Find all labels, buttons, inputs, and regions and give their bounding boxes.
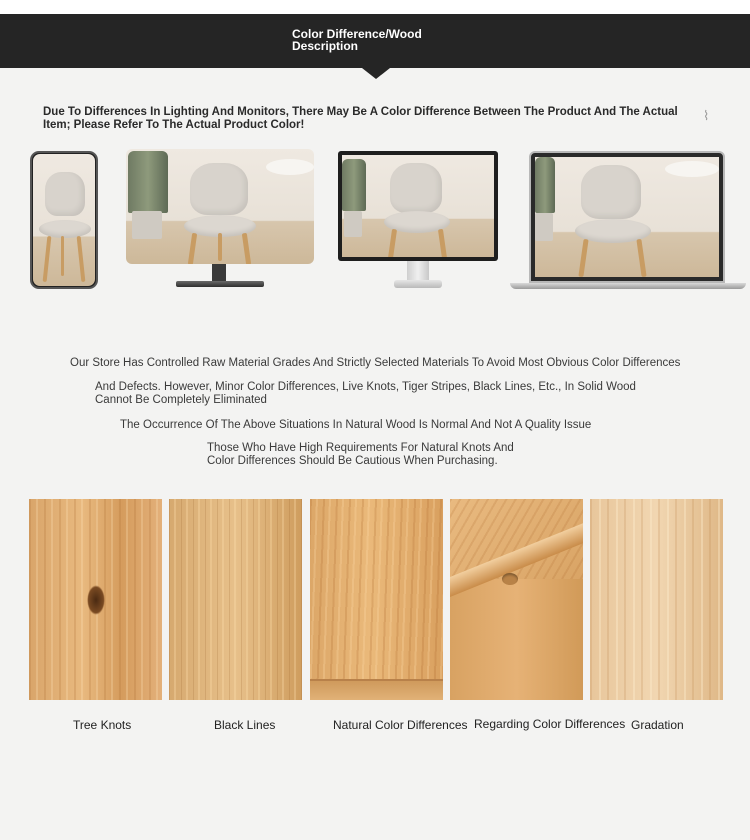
header-arrow <box>362 68 390 79</box>
wood-label-tree-knots: Tree Knots <box>73 718 132 732</box>
wood-sample-tree-knots <box>29 499 162 700</box>
paragraph-defects: And Defects. However, Minor Color Differences, Live Knots, Tiger Stripes, Black Lines, Etc., In Solid Wood Cannot Be Completely Eliminated <box>95 381 636 406</box>
top-strip <box>0 0 750 14</box>
desktop-monitor-screen <box>342 155 494 257</box>
paragraph-materials: Our Store Has Controlled Raw Material Grades And Strictly Selected Materials To Avoid Most Obvious Color Differences <box>70 357 681 369</box>
wood-sample-natural-color <box>310 499 443 700</box>
wood-label-natural-color: Natural Color Differences <box>333 718 468 732</box>
monitor-stand <box>212 264 226 282</box>
wood-sample-color-differences <box>450 499 583 700</box>
desktop-monitor-base <box>394 280 442 288</box>
wood-sample-black-lines <box>169 499 302 700</box>
wood-label-gradation: Gradation <box>631 718 684 732</box>
header-banner <box>0 14 750 68</box>
monitor-screen <box>126 149 314 264</box>
color-notice: Due To Differences In Lighting And Monitors, There May Be A Color Difference Between The Product And The Actual Item; Please Refer To The Actual Product Color! <box>43 106 678 131</box>
cursor-icon: ⌇ <box>703 108 710 123</box>
laptop-screen <box>535 157 719 277</box>
laptop-base <box>510 283 746 289</box>
wood-label-black-lines: Black Lines <box>214 718 276 732</box>
header-title: Color Difference/Wood Description <box>292 27 422 53</box>
paragraph-normal: The Occurrence Of The Above Situations In Natural Wood Is Normal And Not A Quality Issue <box>120 419 592 431</box>
paragraph-caution: Those Who Have High Requirements For Natural Knots And Color Differences Should Be Cautious When Purchasing. <box>207 442 514 467</box>
monitor-base <box>176 281 264 287</box>
desktop-monitor-stand <box>407 261 429 281</box>
wood-label-color-differences: Regarding Color Differences <box>474 717 626 731</box>
wood-sample-gradation <box>590 499 723 700</box>
knot-mark <box>87 585 105 615</box>
phone-screen <box>33 154 95 286</box>
